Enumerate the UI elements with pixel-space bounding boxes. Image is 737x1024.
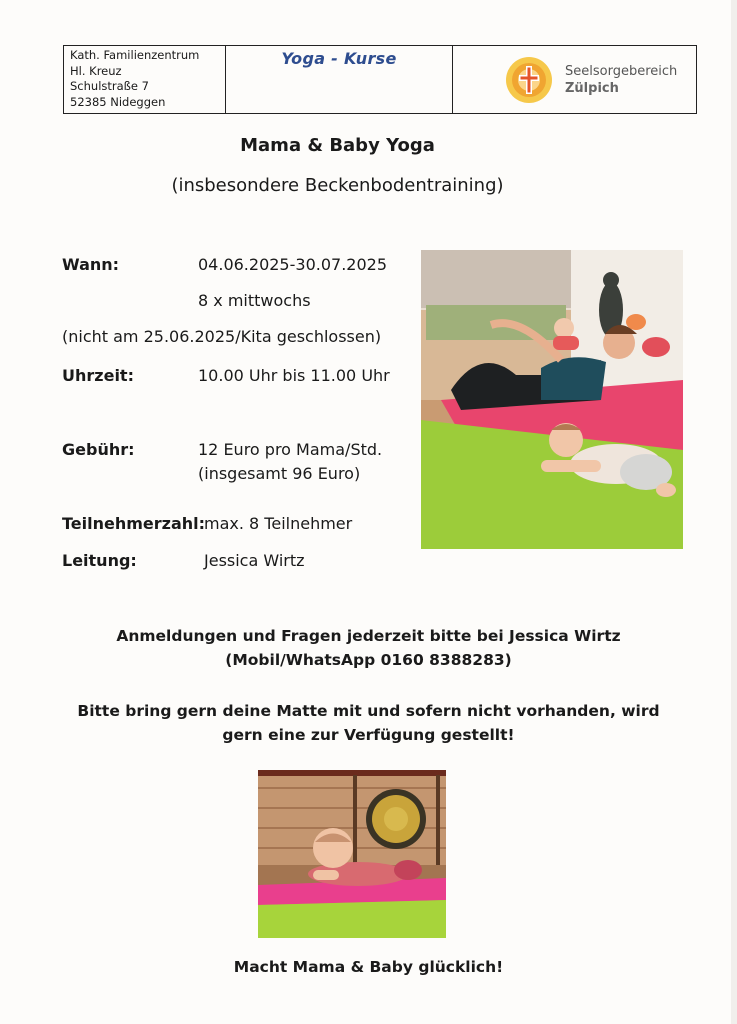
yoga-photo-mother-baby — [421, 250, 683, 549]
address-line: Kath. Familienzentrum — [70, 48, 200, 62]
logo-cell — [453, 46, 696, 113]
header-title: Yoga - Kurse — [281, 49, 397, 68]
header-table — [63, 45, 697, 114]
gebuehr-value: 12 Euro pro Mama/Std. — [198, 440, 383, 459]
wann-value: 04.06.2025-30.07.2025 — [198, 255, 387, 274]
logo-text — [565, 63, 677, 97]
note-line1: Bitte bring gern deine Matte mit und sofern nicht vorhanden, wird — [77, 702, 660, 720]
address-block — [64, 46, 226, 113]
contact-line1: Anmeldungen und Fragen jederzeit bitte bei Jessica Wirtz — [116, 627, 621, 645]
header-title-cell — [226, 46, 453, 113]
address-line: 52385 Nideggen — [70, 94, 166, 109]
address-line: Hl. Kreuz — [70, 63, 122, 78]
address-line: Schulstraße 7 — [70, 79, 149, 93]
yoga-photo-baby-gong — [258, 770, 446, 938]
wann-frequency: 8 x mittwochs — [198, 291, 311, 310]
logo-line2: Zülpich — [565, 80, 619, 96]
gebuehr-total: (insgesamt 96 Euro) — [198, 464, 361, 483]
wann-label: Wann: — [62, 255, 120, 274]
teilnehmer-value: max. 8 Teilnehmer — [204, 514, 353, 533]
cross-emblem-icon — [505, 56, 553, 104]
uhrzeit-value: 10.00 Uhr bis 11.00 Uhr — [198, 366, 390, 385]
teilnehmer-label: Teilnehmerzahl: — [62, 514, 206, 533]
leitung-label: Leitung: — [62, 551, 137, 570]
contact-line2: (Mobil/WhatsApp 0160 8388283) — [225, 651, 512, 669]
closing-line: Macht Mama & Baby glücklich! — [233, 958, 504, 976]
page-edge — [731, 0, 737, 1024]
logo-line1: Seelsorgebereich — [565, 63, 678, 79]
uhrzeit-label: Uhrzeit: — [62, 366, 134, 385]
leitung-value: Jessica Wirtz — [204, 551, 305, 570]
course-title: Mama & Baby Yoga — [240, 135, 435, 156]
course-subtitle: (insbesondere Beckenbodentraining) — [171, 175, 504, 196]
wann-note: (nicht am 25.06.2025/Kita geschlossen) — [62, 327, 382, 346]
gebuehr-label: Gebühr: — [62, 440, 135, 459]
note-line2: gern eine zur Verfügung gestellt! — [222, 726, 515, 744]
